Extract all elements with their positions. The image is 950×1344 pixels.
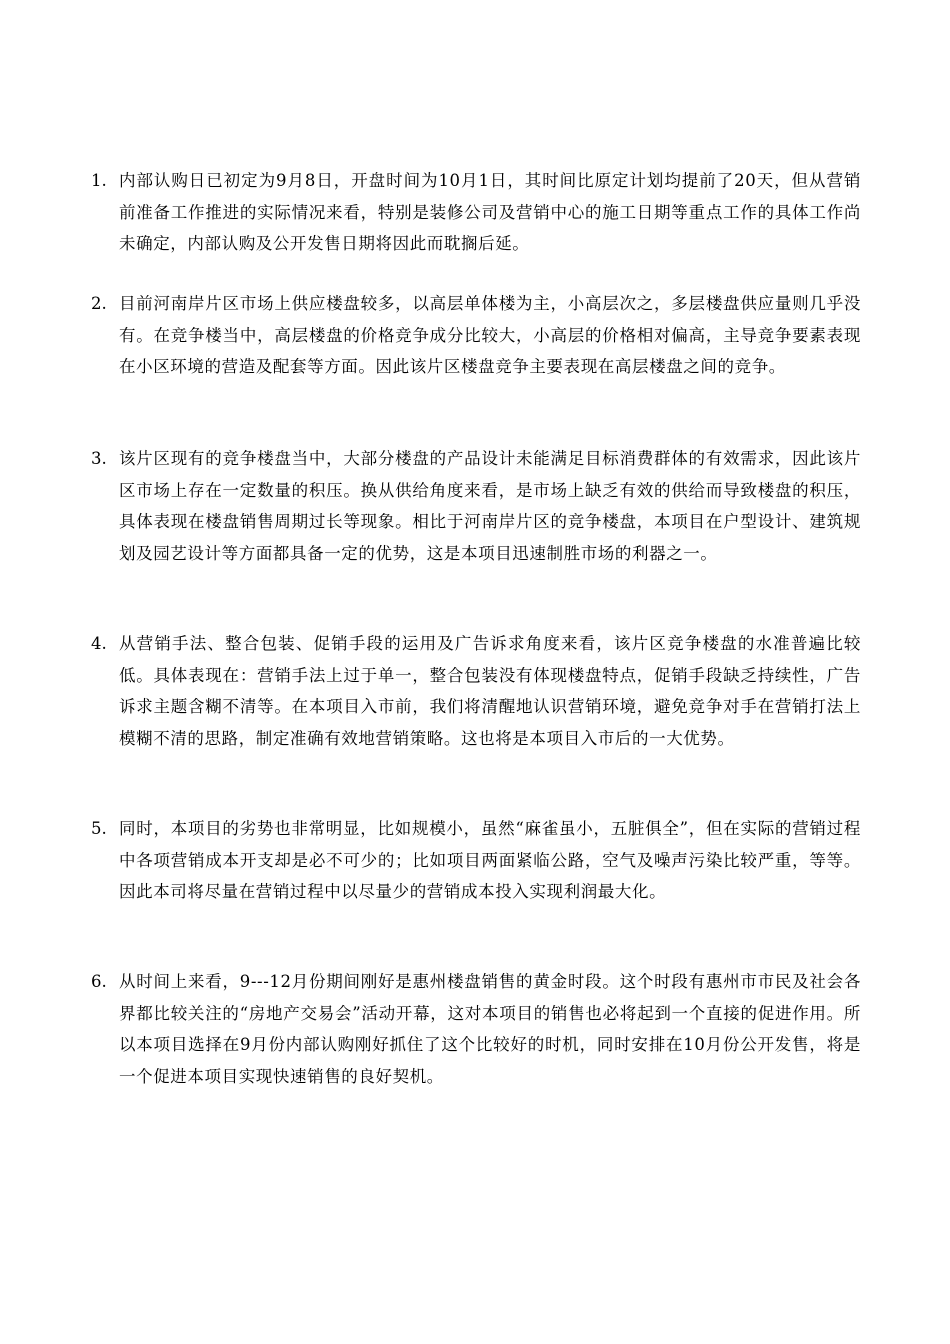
item-number: 2. xyxy=(91,294,107,313)
list-item xyxy=(91,813,861,908)
item-number: 6. xyxy=(91,972,107,991)
list-item xyxy=(91,966,861,1092)
item-text: 内部认购日已初定为9月8日，开盘时间为10月1日，其时间比原定计划均提前了20天，但从营销前准备工作推进的实际情况来看，特别是装修公司及营销中心的施工日期等重点工作的具体工作尚未确定，内部认购及公开发售日期将因此而耽搁后延。 xyxy=(119,171,861,253)
item-text: 从时间上来看，9---12月份期间刚好是惠州楼盘销售的黄金时段。这个时段有惠州市市民及社会各界都比较关注的“房地产交易会”活动开幕，这对本项目的销售也必将起到一个直接的促进作用。所以本项目选择在9月份内部认购刚好抓住了这个比较好的时机，同时安排在10月份公开发售，将是一个促进本项目实现快速销售的良好契机。 xyxy=(119,972,861,1086)
list-item xyxy=(91,443,861,569)
item-number: 1. xyxy=(91,171,107,190)
item-text: 同时，本项目的劣势也非常明显，比如规模小，虽然“麻雀虽小，五脏俱全”，但在实际的营销过程中各项营销成本开支却是必不可少的；比如项目两面紧临公路，空气及噪声污染比较严重，等等。因此本司将尽量在营销过程中以尽量少的营销成本投入实现利润最大化。 xyxy=(119,819,861,901)
item-number: 3. xyxy=(91,449,107,468)
list-item xyxy=(91,288,861,383)
item-text: 从营销手法、整合包装、促销手段的运用及广告诉求角度来看，该片区竞争楼盘的水准普遍比较低。具体表现在：营销手法上过于单一，整合包装没有体现楼盘特点，促销手段缺乏持续性，广告诉求主题含糊不清等。在本项目入市前，我们将清醒地认识营销环境，避免竞争对手在营销打法上模糊不清的思路，制定准确有效地营销策略。这也将是本项目入市后的一大优势。 xyxy=(119,634,861,748)
item-text: 该片区现有的竞争楼盘当中，大部分楼盘的产品设计未能满足目标消费群体的有效需求，因此该片区市场上存在一定数量的积压。换从供给角度来看，是市场上缺乏有效的供给而导致楼盘的积压，具体表现在楼盘销售周期过长等现象。相比于河南岸片区的竞争楼盘，本项目在户型设计、建筑规划及园艺设计等方面都具备一定的优势，这是本项目迅速制胜市场的利器之一。 xyxy=(119,449,861,563)
list-item xyxy=(91,628,861,754)
item-number: 4. xyxy=(91,634,107,653)
item-number: 5. xyxy=(91,819,107,838)
item-text: 目前河南岸片区市场上供应楼盘较多，以高层单体楼为主，小高层次之，多层楼盘供应量则几乎没有。在竞争楼当中，高层楼盘的价格竞争成分比较大，小高层的价格相对偏高，主导竞争要素表现在小区环境的营造及配套等方面。因此该片区楼盘竞争主要表现在高层楼盘之间的竞争。 xyxy=(119,294,861,376)
list-item xyxy=(91,165,861,260)
